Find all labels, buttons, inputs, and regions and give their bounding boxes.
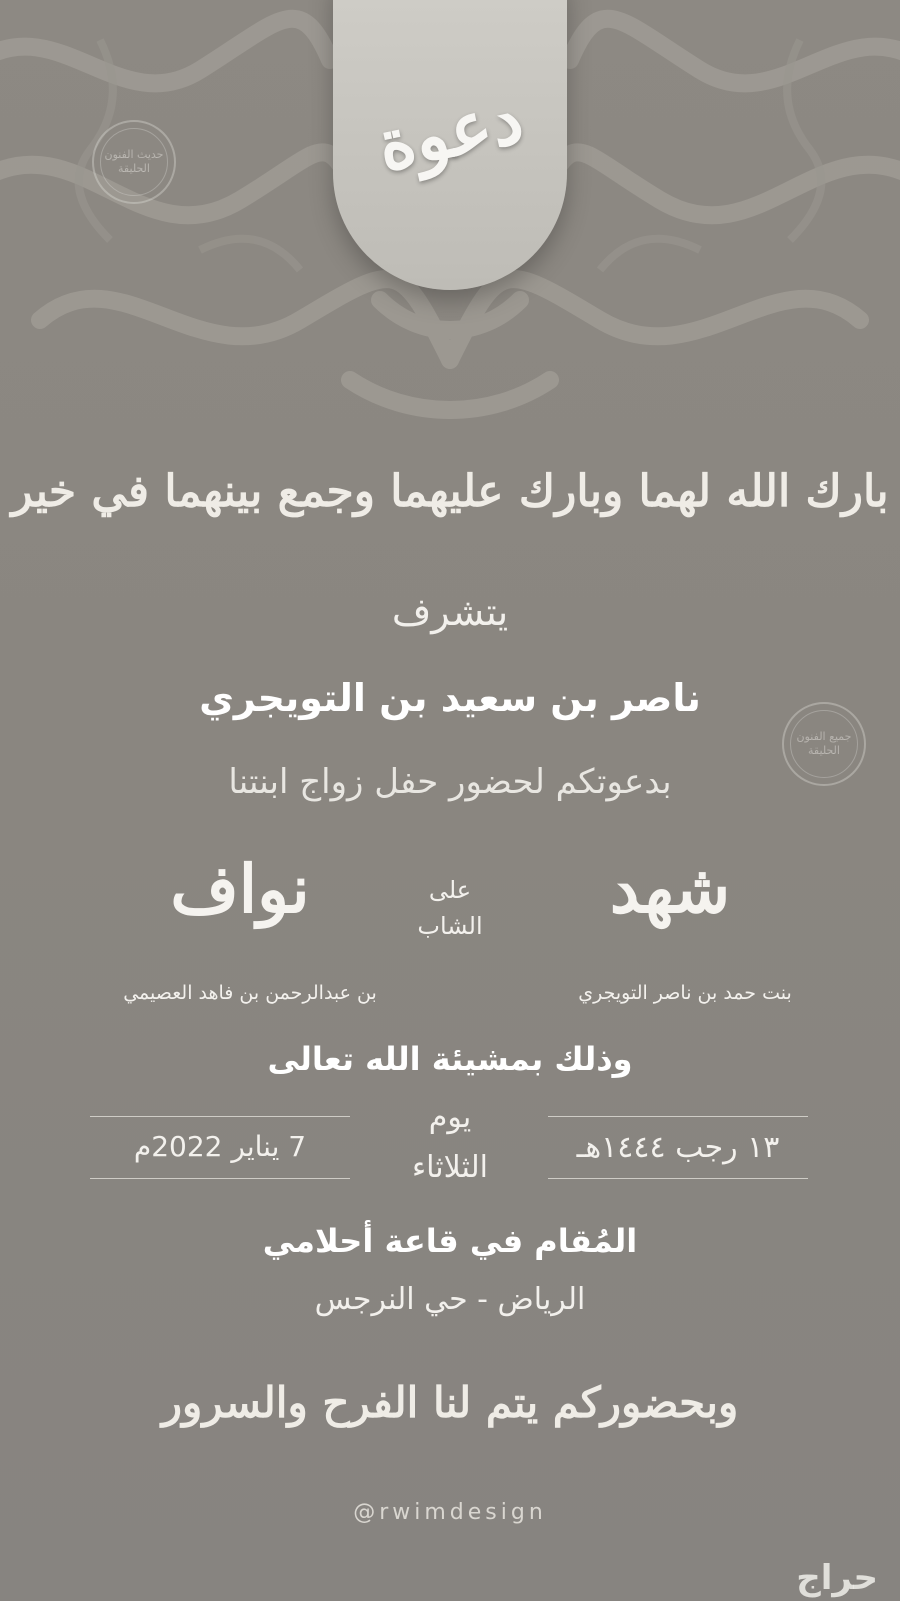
stamp-left: حديث الفنون الحليقة [92,120,176,204]
divider-left-top [90,1116,350,1117]
bride-name: شهد [609,850,731,928]
hijri-date: ١٣ رجب ١٤٤٤هـ [576,1130,780,1165]
host-name: ناصر بن سعيد بن التويجري [199,676,701,720]
invitation-title: دعوة [370,75,530,188]
honored-text: يتشرف [391,590,509,634]
connector [390,872,510,944]
divider-left-bottom [90,1178,350,1179]
blessing-calligraphy: بارك الله لهما وبارك عليهما وجمع بينهما في خير [11,466,889,517]
connector-groom-title: الشاب [417,912,483,940]
connector-on: على [428,876,472,904]
divider-right-bottom [548,1178,808,1179]
divider-right-top [548,1116,808,1117]
designer-credit: @rwimdesign [353,1500,547,1525]
gregorian-date: 7 يناير 2022م [133,1130,307,1163]
god-will-text: وذلك بمشيئة الله تعالى [267,1040,633,1078]
watermark-logo: حراج [796,1558,878,1598]
day-label: يوم [428,1100,472,1135]
groom-full-name: بن عبدالرحمن بن فاهد العصيمي [123,982,377,1004]
day-name: الثلاثاء [411,1150,489,1185]
closing-calligraphy: وبحضوركم يتم لنا الفرح والسرور [161,1378,739,1427]
stamp-right: جميع الفنون الحليقة [782,702,866,786]
bride-full-name: بنت حمد بن ناصر التويجري [578,982,792,1004]
location: الرياض - حي النرجس [314,1282,586,1317]
invite-line: بدعوتكم لحضور حفل زواج ابنتنا [228,762,672,802]
groom-name: نواف [170,850,310,928]
venue: المُقام في قاعة أحلامي [262,1222,638,1260]
